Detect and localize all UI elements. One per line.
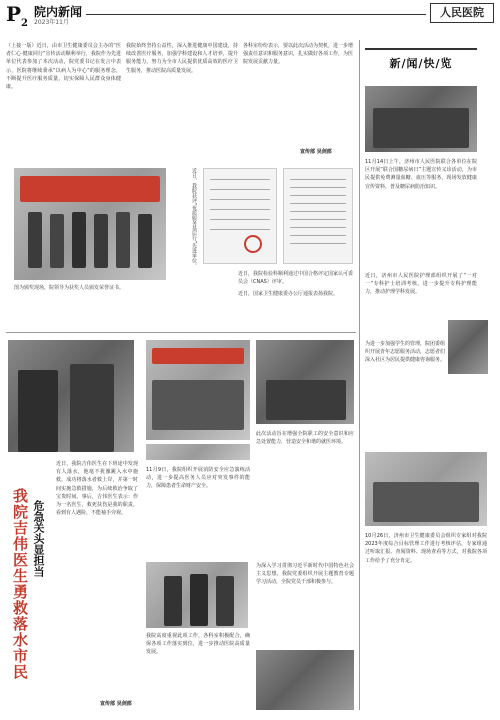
news-item-2: 近日，济州市人民医院护理部组织开展了“一对一”专科护士培训考核，进一步提升专科护理能力，推动护理学科发展。 <box>365 273 477 296</box>
award-caption: 图为颁奖现场，院领导为获奖人员颁发荣誉证书。 <box>14 285 125 291</box>
news-item-3: 为进一步加强学生的管理，院团委组织开展青年志愿服务活动，志愿者们深入社区为居民提供健康咨询服务。 <box>365 341 445 364</box>
activity-figure <box>266 380 346 420</box>
article-top-left: （上接一版）近日，由市卫生健康委员会主办的“医者仁心·健康同行”宣传活动顺利举行，我院作为先进单位代表参加了本次活动，院党委书记在发言中表示，医院将继续秉承“以病人为中心”的服务理念，不断提升医疗服务质量，切实保障人民群众身体健康。 <box>6 43 121 91</box>
masthead <box>0 0 500 29</box>
news-photo-1 <box>365 86 477 152</box>
ceremony-article: 我院高度重视此项工作，各科室积极配合，确保各项工作落实到位，进一步推动医院高质量发展。 <box>146 633 250 656</box>
group-photo-2 <box>146 444 250 460</box>
news-photo-3-group <box>373 482 479 522</box>
activity-photo <box>256 340 354 424</box>
certificate-photo-2 <box>283 168 353 264</box>
byline-top: 宣传部 吴剑部 <box>300 149 332 155</box>
certificate-caption-1: 近日，我院检验科顺利通过中国合格评定国家认可委员会（CNAS）评审。 <box>238 271 354 285</box>
seal <box>244 235 262 253</box>
vertical-caption: 近日，我院获评“优质服务基层行”先进单位。 <box>191 168 197 269</box>
certificate-photo-1 <box>203 168 277 264</box>
article-top-right: 各科室纷纷表示，要以此次活动为契机，进一步增强责任意识和服务意识，扎实做好各项工作，为医院发展贡献力量。 <box>243 43 353 66</box>
certificate-caption-2: 近日，国家卫生健康委办公厅通报表扬我院。 <box>238 291 339 297</box>
ceremony-person <box>190 574 208 626</box>
news-photo-1-scene <box>373 108 469 148</box>
award-person <box>116 212 130 268</box>
masthead-logo: $P_2$ <box>6 2 29 29</box>
award-photo <box>14 168 166 280</box>
rescue-person <box>70 364 114 452</box>
masthead-rule <box>86 14 426 15</box>
news-photo-3 <box>365 452 487 526</box>
news-item-1: 11月14日上午，济州市人民医院联合各单位在院区开展“联合国糖尿病日”主题宣传义诊活动，为市民提供免费测量血糖、血压等服务，现场发放健康宣传资料，普及糖尿病防治知识。 <box>365 159 477 190</box>
award-person <box>28 212 42 268</box>
rescue-subhead: 危急关头显担当 <box>32 500 45 577</box>
rescue-headline: 我院吉伟医生勇救落水市民 <box>11 488 29 680</box>
section-divider <box>6 332 356 333</box>
masthead-section-title: 院内新闻 <box>34 5 83 19</box>
ceremony-person <box>216 576 234 626</box>
report-article: 11月9日，我院组织开展消防安全应急演练活动，进一步提高医务人员应对突发事件的能力，保障患者生命财产安全。 <box>146 467 250 490</box>
byline-bottom: 宣传部 吴剑部 <box>100 701 132 707</box>
award-person <box>94 214 108 268</box>
rescue-person <box>18 370 58 452</box>
masthead-brand: 人民医院 <box>430 3 494 23</box>
group-banner <box>152 348 244 364</box>
rescue-photo <box>8 340 134 452</box>
meeting-photo <box>256 650 354 710</box>
group-photo-1 <box>146 340 250 440</box>
rescue-article: 近日，我院吉伟医生在下班途中发现有人落水，他毫不犹豫跳入水中施救，成功将落水者救上岸，并第一时间实施急救措施，为后续救治争取了宝贵时间。事后，吉伟医生表示：作为一名医生，救死扶伤是我的职责，看到有人遇险，不能袖手旁观。 <box>56 461 138 517</box>
award-person <box>72 212 86 268</box>
report-article-2: 此次活动旨在增强全院职工的安全意识和应急处置能力，营造安全和谐的就医环境。 <box>256 431 354 446</box>
article-top-mid: 我院始终坚持公益性，深入推进健康中国建设，持续改善医疗服务，加强学科建设和人才培养，提升服务能力，努力为全市人民提供优质高效的医疗卫生服务，推动医院高质量发展。 <box>126 43 238 74</box>
news-photo-2 <box>448 320 488 374</box>
news-section-title: 新/闻/快/览 <box>389 57 453 70</box>
news-item-4: 10月26日，济州市卫生健康委员会组织专家组对我院2023年度综合目标管理工作进行考核评估，专家组通过听取汇报、查阅资料、现场查看等方式，对我院各项工作给予了充分肯定。 <box>365 533 487 564</box>
ceremony-person <box>164 576 182 626</box>
group-row <box>152 380 244 430</box>
award-person <box>138 214 152 268</box>
award-person <box>50 214 64 268</box>
column-divider <box>359 40 360 710</box>
ceremony-photo <box>146 562 248 628</box>
study-article: 为深入学习贯彻习近平新时代中国特色社会主义思想，我院党委组织开展主题教育专题学习活动，全院党员干部积极参与。 <box>256 563 354 586</box>
masthead-date: 2023年11月 <box>34 19 69 26</box>
news-section-header <box>365 48 477 76</box>
award-banner <box>20 176 160 202</box>
